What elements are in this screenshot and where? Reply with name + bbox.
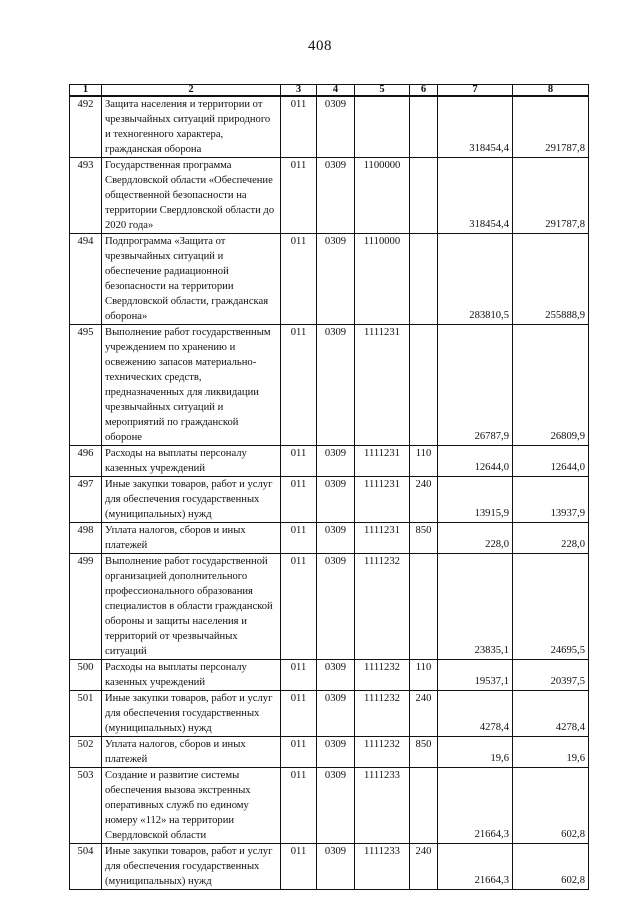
row-target-item-code [355, 96, 410, 158]
row-section-code: 0309 [317, 554, 355, 660]
table-row [70, 158, 589, 234]
table-row [70, 325, 589, 446]
row-description: Иные закупки товаров, работ и услуг для обеспечения государственных (муниципальных) нужд [102, 844, 281, 890]
row-description: Подпрограмма «Защита от чрезвычайных ситуаций и обеспечение радиационной безопасности на территории Свердловской области, гражданская оборона» [102, 234, 281, 325]
row-number: 497 [70, 477, 102, 523]
row-number: 493 [70, 158, 102, 234]
row-expense-type-code: 240 [410, 477, 438, 523]
row-amount-year-1: 19537,1 [438, 660, 513, 691]
header-col-4: 4 [317, 85, 355, 97]
row-amount-year-1: 21664,3 [438, 768, 513, 844]
row-target-item-code: 1111232 [355, 660, 410, 691]
table-row [70, 446, 589, 477]
row-expense-type-code [410, 554, 438, 660]
row-amount-year-2: 228,0 [513, 523, 589, 554]
row-expense-type-code [410, 234, 438, 325]
table-row [70, 234, 589, 325]
row-section-code: 0309 [317, 477, 355, 523]
row-number: 498 [70, 523, 102, 554]
row-amount-year-1: 19,6 [438, 737, 513, 768]
row-amount-year-1: 23835,1 [438, 554, 513, 660]
row-target-item-code: 1111233 [355, 844, 410, 890]
row-description: Выполнение работ государственным учреждением по хранению и освежению запасов материально-технических средств, предназначенных для ликвидации чрезвычайных ситуаций и мероприятий по гражданской обороне [102, 325, 281, 446]
table-row [70, 844, 589, 890]
row-ministry-code: 011 [281, 158, 317, 234]
table-row [70, 737, 589, 768]
row-amount-year-2: 12644,0 [513, 446, 589, 477]
row-target-item-code: 1111232 [355, 554, 410, 660]
table-header [70, 85, 589, 97]
row-description: Государственная программа Свердловской области «Обеспечение общественной безопасности на территории Свердловской области до 2020 года» [102, 158, 281, 234]
row-number: 492 [70, 96, 102, 158]
row-amount-year-1: 26787,9 [438, 325, 513, 446]
header-col-5: 5 [355, 85, 410, 97]
row-section-code: 0309 [317, 768, 355, 844]
row-ministry-code: 011 [281, 737, 317, 768]
row-expense-type-code [410, 768, 438, 844]
row-number: 502 [70, 737, 102, 768]
row-amount-year-2: 4278,4 [513, 691, 589, 737]
row-section-code: 0309 [317, 446, 355, 477]
row-section-code: 0309 [317, 96, 355, 158]
row-target-item-code: 1111232 [355, 737, 410, 768]
row-amount-year-1: 21664,3 [438, 844, 513, 890]
row-section-code: 0309 [317, 234, 355, 325]
row-amount-year-2: 255888,9 [513, 234, 589, 325]
row-target-item-code: 1111231 [355, 523, 410, 554]
row-number: 495 [70, 325, 102, 446]
row-section-code: 0309 [317, 325, 355, 446]
header-col-1: 1 [70, 85, 102, 97]
row-ministry-code: 011 [281, 691, 317, 737]
row-expense-type-code [410, 96, 438, 158]
row-amount-year-2: 19,6 [513, 737, 589, 768]
row-amount-year-1: 13915,9 [438, 477, 513, 523]
row-ministry-code: 011 [281, 446, 317, 477]
row-description: Защита населения и территории от чрезвычайных ситуаций природного и техногенного характера, гражданская оборона [102, 96, 281, 158]
row-target-item-code: 1111231 [355, 477, 410, 523]
row-amount-year-1: 228,0 [438, 523, 513, 554]
page-number: 408 [308, 38, 332, 54]
row-expense-type-code [410, 158, 438, 234]
row-expense-type-code: 110 [410, 660, 438, 691]
row-description: Выполнение работ государственной организацией дополнительного профессионального образования специалистов в области гражданской обороны и защиты населения и территорий от чрезвычайных ситуаций [102, 554, 281, 660]
row-target-item-code: 1110000 [355, 234, 410, 325]
table-body [70, 96, 589, 890]
table-row [70, 477, 589, 523]
row-ministry-code: 011 [281, 96, 317, 158]
row-ministry-code: 011 [281, 325, 317, 446]
row-ministry-code: 011 [281, 523, 317, 554]
row-expense-type-code [410, 325, 438, 446]
row-amount-year-2: 291787,8 [513, 158, 589, 234]
row-number: 499 [70, 554, 102, 660]
row-section-code: 0309 [317, 523, 355, 554]
row-ministry-code: 011 [281, 660, 317, 691]
row-number: 501 [70, 691, 102, 737]
row-target-item-code: 1111231 [355, 325, 410, 446]
row-number: 496 [70, 446, 102, 477]
row-expense-type-code: 240 [410, 691, 438, 737]
row-expense-type-code: 850 [410, 523, 438, 554]
row-amount-year-1: 12644,0 [438, 446, 513, 477]
row-amount-year-2: 26809,9 [513, 325, 589, 446]
row-section-code: 0309 [317, 737, 355, 768]
row-expense-type-code: 850 [410, 737, 438, 768]
header-col-6: 6 [410, 85, 438, 97]
header-col-2: 2 [102, 85, 281, 97]
row-ministry-code: 011 [281, 768, 317, 844]
row-description: Создание и развитие системы обеспечения вызова экстренных оперативных служб по единому номеру «112» на территории Свердловской области [102, 768, 281, 844]
row-amount-year-2: 291787,8 [513, 96, 589, 158]
row-number: 494 [70, 234, 102, 325]
row-description: Расходы на выплаты персоналу казенных учреждений [102, 660, 281, 691]
row-amount-year-1: 283810,5 [438, 234, 513, 325]
table-row [70, 523, 589, 554]
header-col-3: 3 [281, 85, 317, 97]
row-description: Уплата налогов, сборов и иных платежей [102, 523, 281, 554]
row-description: Иные закупки товаров, работ и услуг для обеспечения государственных (муниципальных) нужд [102, 477, 281, 523]
row-ministry-code: 011 [281, 554, 317, 660]
header-row [70, 85, 589, 97]
row-amount-year-1: 318454,4 [438, 158, 513, 234]
row-amount-year-2: 13937,9 [513, 477, 589, 523]
row-number: 500 [70, 660, 102, 691]
row-expense-type-code: 240 [410, 844, 438, 890]
row-ministry-code: 011 [281, 844, 317, 890]
budget-table [69, 84, 589, 890]
row-expense-type-code: 110 [410, 446, 438, 477]
row-description: Иные закупки товаров, работ и услуг для обеспечения государственных (муниципальных) нужд [102, 691, 281, 737]
row-amount-year-2: 24695,5 [513, 554, 589, 660]
row-ministry-code: 011 [281, 477, 317, 523]
row-amount-year-2: 602,8 [513, 768, 589, 844]
header-col-8: 8 [513, 85, 589, 97]
table-row [70, 691, 589, 737]
header-col-7: 7 [438, 85, 513, 97]
row-target-item-code: 1111232 [355, 691, 410, 737]
row-description: Уплата налогов, сборов и иных платежей [102, 737, 281, 768]
row-description: Расходы на выплаты персоналу казенных учреждений [102, 446, 281, 477]
table-row [70, 660, 589, 691]
row-number: 504 [70, 844, 102, 890]
row-number: 503 [70, 768, 102, 844]
table-row [70, 554, 589, 660]
row-ministry-code: 011 [281, 234, 317, 325]
row-target-item-code: 1111233 [355, 768, 410, 844]
row-amount-year-1: 318454,4 [438, 96, 513, 158]
row-amount-year-2: 20397,5 [513, 660, 589, 691]
row-target-item-code: 1100000 [355, 158, 410, 234]
row-section-code: 0309 [317, 660, 355, 691]
table-row [70, 96, 589, 158]
row-target-item-code: 1111231 [355, 446, 410, 477]
row-amount-year-1: 4278,4 [438, 691, 513, 737]
row-section-code: 0309 [317, 158, 355, 234]
row-amount-year-2: 602,8 [513, 844, 589, 890]
row-section-code: 0309 [317, 691, 355, 737]
table-row [70, 768, 589, 844]
row-section-code: 0309 [317, 844, 355, 890]
